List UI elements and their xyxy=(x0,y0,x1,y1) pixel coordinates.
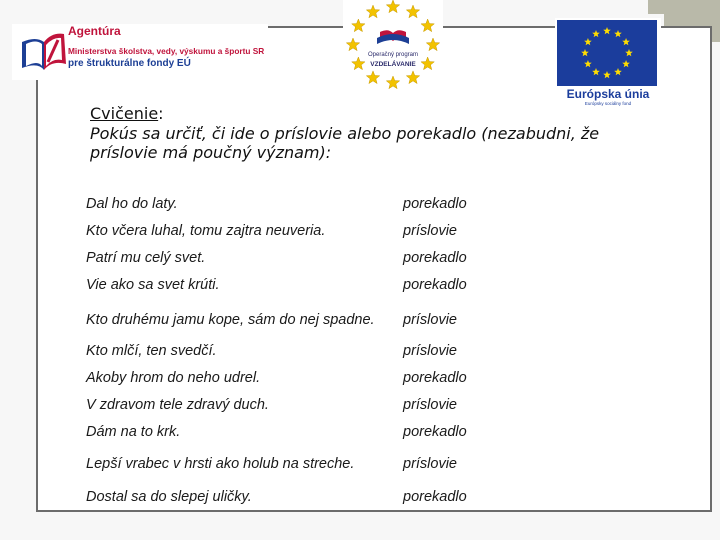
proverb-text: Kto mlčí, ten svedčí. xyxy=(86,343,217,359)
eu-star-icon xyxy=(614,30,622,37)
op-star-icon xyxy=(386,0,399,13)
agency-logo xyxy=(12,24,268,80)
agency-name: Agentúra xyxy=(68,24,121,38)
proverb-row xyxy=(86,370,686,390)
eu-star-icon xyxy=(622,38,630,45)
op-star-icon xyxy=(352,19,365,32)
op-caption-line2: VZDELÁVANIE xyxy=(370,61,416,68)
eu-star-icon xyxy=(592,30,600,37)
proverb-row xyxy=(86,250,686,270)
proverb-row xyxy=(86,312,686,332)
op-star-icon xyxy=(421,19,434,32)
proverb-row xyxy=(86,397,686,417)
op-star-icon xyxy=(366,5,379,18)
op-star-ring-icon xyxy=(343,0,443,100)
op-education-logo xyxy=(343,0,443,100)
eu-stars-icon xyxy=(557,20,657,86)
eu-star-icon xyxy=(584,60,592,67)
proverb-answer: príslovie xyxy=(403,343,457,359)
op-caption-line1: Operačný program xyxy=(367,52,419,58)
proverb-text: Kto včera luhal, tomu zajtra neuveria. xyxy=(86,223,326,239)
eu-flag xyxy=(557,20,657,86)
proverb-row xyxy=(86,424,686,444)
proverb-answer: porekadlo xyxy=(403,250,467,266)
deco-square-top xyxy=(648,0,720,14)
proverb-row xyxy=(86,456,686,476)
eu-star-icon xyxy=(584,38,592,45)
agency-ministry-line: Ministerstva školstva, vedy, výskumu a športu SR xyxy=(68,46,265,56)
eu-star-icon xyxy=(625,49,633,56)
exercise-heading xyxy=(90,104,164,124)
proverb-text: Dám na to krk. xyxy=(86,424,181,440)
proverb-text: Vie ako sa svet krúti. xyxy=(86,277,220,293)
eu-logo xyxy=(555,18,661,106)
proverb-row xyxy=(86,277,686,297)
op-star-icon xyxy=(406,5,419,18)
eu-star-icon xyxy=(614,68,622,75)
proverb-text: Dostal sa do slepej uličky. xyxy=(86,489,252,505)
proverb-text: Akoby hrom do neho udrel. xyxy=(86,370,261,386)
op-star-icon xyxy=(426,38,439,51)
proverb-row xyxy=(86,223,686,243)
op-star-icon xyxy=(406,71,419,84)
proverb-text: Lepší vrabec v hrsti ako holub na streche. xyxy=(86,456,355,472)
exercise-heading-colon: : xyxy=(158,104,164,123)
exercise-instruction: Pokús sa určiť, či ide o príslovie alebo porekadlo (nezabudni, že príslovie má poučný význam): xyxy=(90,124,600,162)
proverb-text: Dal ho do laty. xyxy=(86,196,178,212)
proverb-row xyxy=(86,489,686,509)
proverb-answer: príslovie xyxy=(403,312,457,328)
proverb-text: V zdravom tele zdravý duch. xyxy=(86,397,269,413)
proverb-row xyxy=(86,343,686,363)
proverb-answer: porekadlo xyxy=(403,424,467,440)
proverb-text: Kto druhému jamu kope, sám do nej spadne. xyxy=(86,312,375,328)
proverb-answer: porekadlo xyxy=(403,277,467,293)
eu-title: Európska únia xyxy=(566,87,650,101)
eu-star-icon xyxy=(581,49,589,56)
proverb-answer: príslovie xyxy=(403,456,457,472)
proverb-answer: porekadlo xyxy=(403,196,467,212)
agency-book-icon xyxy=(18,28,68,76)
proverb-answer: príslovie xyxy=(403,397,457,413)
proverb-answer: porekadlo xyxy=(403,370,467,386)
eu-star-icon xyxy=(622,60,630,67)
exercise-heading-label: Cvičenie xyxy=(90,104,159,123)
eu-star-icon xyxy=(592,68,600,75)
op-star-icon xyxy=(366,71,379,84)
agency-funds-line: pre štrukturálne fondy EÚ xyxy=(68,58,191,69)
proverb-answer: porekadlo xyxy=(403,489,467,505)
proverb-row xyxy=(86,196,686,216)
eu-star-icon xyxy=(603,71,611,78)
proverb-answer: príslovie xyxy=(403,223,457,239)
eu-star-icon xyxy=(603,27,611,34)
eu-subtitle: Európsky sociálny fond xyxy=(584,101,632,106)
op-star-icon xyxy=(386,76,399,89)
proverb-text: Patrí mu celý svet. xyxy=(86,250,206,266)
op-star-icon xyxy=(346,38,359,51)
